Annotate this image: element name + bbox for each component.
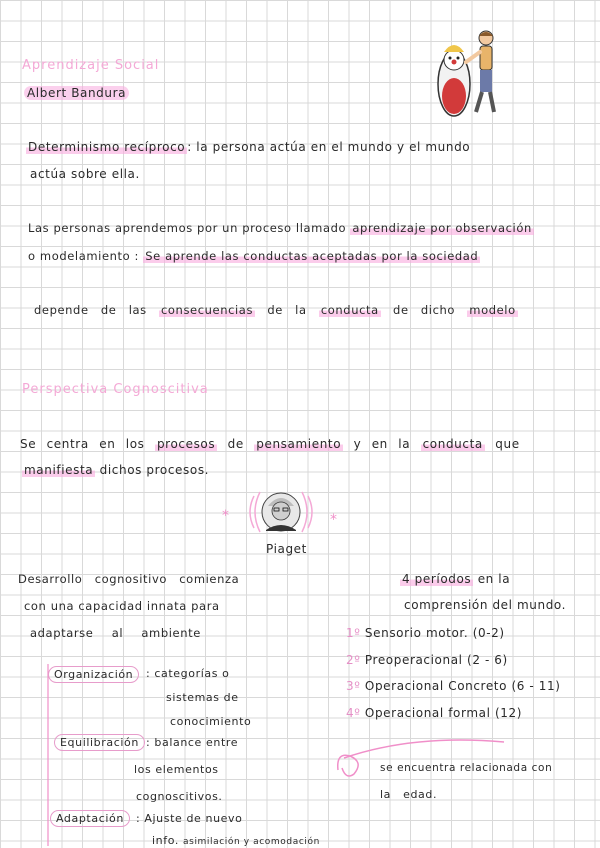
age-note-line-1: se encuentra relacionada con [380,762,553,774]
organization-def-3: conocimiento [170,715,252,728]
stage-name: Operacional formal [364,706,491,720]
stage-number: 3º [346,679,361,693]
equilibration-def-3: cognoscitivos. [136,790,223,803]
modeling-term: o modelamiento : [28,249,139,263]
adaptation-def-2 [152,834,320,847]
determinism-line-2: actúa sobre ella. [30,167,140,181]
manifests-term: manifiesta [24,463,94,477]
organization-def-1: : categorías o [146,667,230,680]
consequences-term: consecuencias [161,303,254,317]
info-text: info. [152,834,179,847]
stage-number: 2º [346,653,361,667]
model-term: modelo [469,303,516,317]
determinism-line-1 [26,140,470,154]
stage-name: Preoperacional [364,653,463,667]
thinking-term: pensamiento [256,437,342,451]
assimilation-accommodation-text: asimilación y acomodación [183,837,320,847]
stage-3 [346,679,561,693]
centers-text: Se centra en los [20,437,145,451]
cognitive-line-1 [20,437,520,451]
learning-line-1 [28,221,534,235]
cognitive-line-2 [22,463,209,477]
stage-range: (0-2) [472,626,505,640]
stage-name: Operacional Concreto [364,679,508,693]
periods-subheading: comprensión del mundo. [404,598,567,612]
section-title-cognitive-perspective: Perspectiva Cognoscitiva [22,382,209,397]
of-the-text: de la [267,303,307,317]
stage-range: (12) [494,706,522,720]
stage-range: (2 - 6) [467,653,508,667]
development-line-2: con una capacidad innata para [24,599,220,613]
determinism-rest: : la persona actúa en el mundo y el mundo [187,140,471,154]
age-note-line-2: la edad. [380,788,438,801]
development-line-3: adaptarse al ambiente [30,626,201,640]
stage-number: 4º [346,706,361,720]
periods-heading [400,572,510,586]
depends-text: depende de las [34,303,147,317]
stage-range: (6 - 11) [511,679,561,693]
that-text: que [495,437,520,451]
of-text: de [227,437,244,451]
in-the-text: en la [477,572,511,586]
processes-term: procesos [156,437,216,451]
said-processes-text: dichos procesos. [99,463,210,477]
learning-line-3 [34,303,518,317]
author-name: Albert Bandura [24,86,129,100]
of-said-text: de dicho [393,303,456,317]
adaptation-label: Adaptación [50,810,130,827]
learning-line-2 [28,249,480,263]
stage-name: Sensorio motor. [364,626,469,640]
stage-number: 1º [346,626,361,640]
conduct-term: conducta [320,303,379,317]
stage-1 [346,626,505,640]
observational-learning-term: aprendizaje por observación [352,221,532,235]
svg-text:*: * [222,508,229,524]
stage-2 [346,653,508,667]
equilibration-def-2: los elementos [134,763,219,776]
determinism-term: Determinismo recíproco [28,140,186,154]
four-periods-term: 4 períodos [402,572,472,586]
section-title-social-learning: Aprendizaje Social [22,58,160,73]
behavior-term: conducta [422,437,483,451]
and-in-the-text: y en la [353,437,411,451]
piaget-portrait [216,484,346,544]
equilibration-def-1: : balance entre [146,736,239,749]
pink-bracket-arrow [334,730,510,784]
piaget-caption: Piaget [266,542,307,556]
adaptation-def-1: : Ajuste de nuevo [136,812,243,825]
development-line-1: Desarrollo cognositivo comienza [18,572,240,586]
organization-label: Organización [48,666,139,683]
bobo-doll-illustration [430,26,502,118]
accepted-behaviors-text: Se aprende las conductas aceptadas por la sociedad [145,249,479,263]
organization-def-2: sistemas de [166,691,239,704]
equilibration-label: Equilibración [54,734,145,751]
svg-text:*: * [330,512,337,528]
stage-4 [346,706,522,720]
learning-text: Las personas aprendemos por un proceso llamado [28,221,347,235]
